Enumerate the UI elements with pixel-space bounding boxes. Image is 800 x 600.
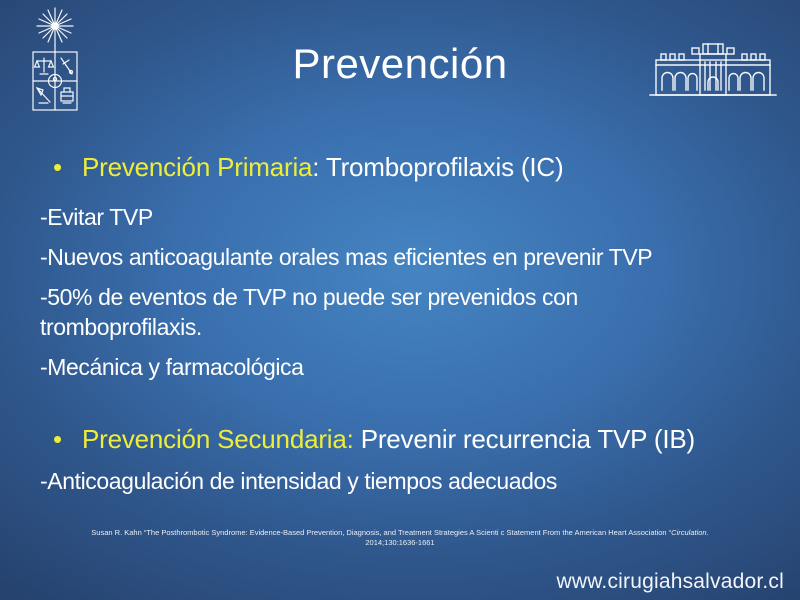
bullet-secondary-rest: Prevenir recurrencia TVP (IB) (353, 424, 695, 454)
bullet-prevencion-primaria (40, 150, 735, 184)
citation-text: Susan R. Kahn “The Posthrombotic Syndrome: Evidence-Based Prevention, Diagnosis, and Treatment Strategies A Scienti c Statement From the American Heart Association “ (91, 528, 672, 537)
secondary-point: -Anticoagulación de intensidad y tiempos adecuados (40, 468, 558, 494)
website-url: www.cirugiahsalvador.cl (556, 570, 784, 593)
bullet-prevencion-secundaria (40, 422, 735, 456)
bullet-primary-rest: : Tromboprofilaxis (IC) (312, 152, 564, 182)
citation-journal: Circulation. (671, 528, 709, 537)
primary-point: -Evitar TVP (40, 204, 153, 230)
primary-point: -Mecánica y farmacológica (40, 354, 304, 380)
hospital-building-icon (648, 38, 778, 100)
bullet-secondary-highlight: Prevención Secundaria: (82, 424, 354, 454)
bullet-dot-icon: • (53, 152, 62, 182)
citation (50, 528, 750, 548)
primary-point: -Nuevos anticoagulante orales mas eficientes en prevenir TVP (40, 244, 653, 270)
slide-body (40, 150, 735, 506)
citation-volume: 2014;130:1636-1661 (365, 538, 435, 547)
slide-title: Prevención (292, 40, 508, 87)
bullet-dot-icon: • (53, 424, 62, 454)
bullet-primary-highlight: Prevención Primaria (82, 152, 313, 182)
primary-point: -50% de eventos de TVP no puede ser prevenidos con tromboprofilaxis. (40, 284, 578, 340)
